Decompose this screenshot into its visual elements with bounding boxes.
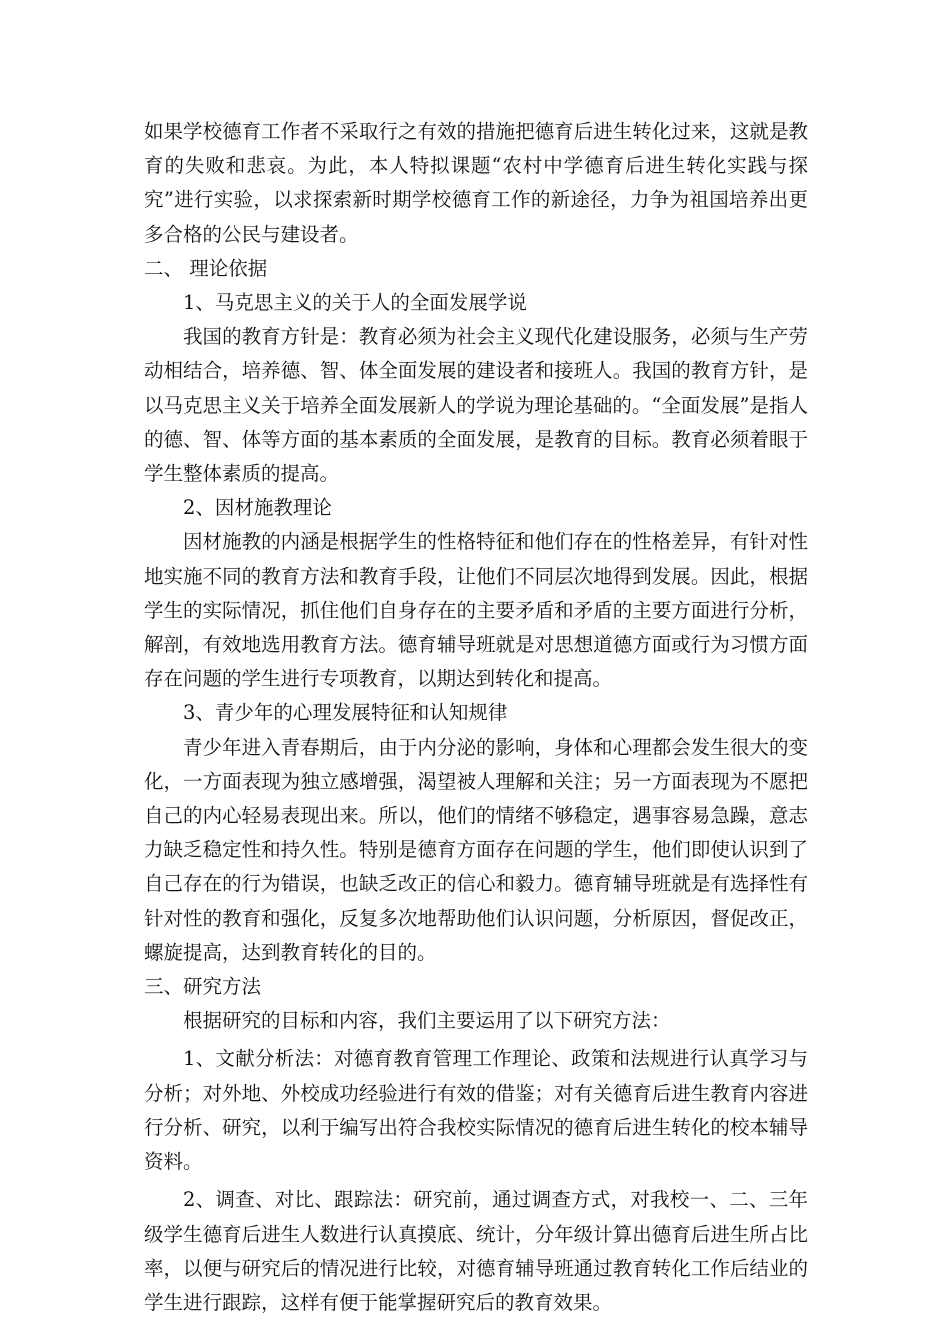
paragraph-adolescent-psychology: 青少年进入青春期后，由于内分泌的影响，身体和心理都会发生很大的变化，一方面表现为独立感增强，渴望被人理解和关注；另一方面表现为不愿把自己的内心轻易表现出来。所以，他们的情绪不够稳定，遇事容易急躁，意志力缺乏稳定性和持久性。特别是德育方面存在问题的学生，他们即使认识到了自己存在的行为错误，也缺乏改正的信心和毅力。德育辅导班就是有选择性有针对性的教育和强化，反复多次地帮助他们认识问题，分析原因，督促改正，螺旋提高，达到教育转化的目的。 [144, 735, 808, 964]
paragraph-survey-comparison: 2、调查、对比、跟踪法：研究前，通过调查方式，对我校一、二、三年级学生德育后进生人数进行认真摸底、统计，分年级计算出德育后进生所占比率，以便与研究后的情况进行比较，对德育辅导班通过教育转化工作后结业的学生进行跟踪，这样有便于能掌握研究后的教育效果。 [144, 1188, 808, 1314]
subheading-adolescent-psychology: 3、青少年的心理发展特征和认知规律 [183, 701, 508, 725]
paragraph-literature-analysis: 1、文献分析法：对德育教育管理工作理论、政策和法规进行认真学习与分析；对外地、外校成功经验进行有效的借鉴；对有关德育后进生教育内容进行分析、研究，以利于编写出符合我校实际情况的德育后进生转化的校本辅导资料。 [144, 1047, 808, 1174]
paragraph-methods-intro: 根据研究的目标和内容，我们主要运用了以下研究方法： [183, 1009, 671, 1033]
paragraph-teaching-theory: 因材施教的内涵是根据学生的性格特征和他们存在的性格差异，有针对性地实施不同的教育方法和教育手段，让他们不同层次地得到发展。因此，根据学生的实际情况，抓住他们自身存在的主要矛盾和矛盾的主要方面进行分析，解剖，有效地选用教育方法。德育辅导班就是对思想道德方面或行为习惯方面存在问题的学生进行专项教育，以期达到转化和提高。 [144, 530, 808, 691]
intro-paragraph: 如果学校德育工作者不采取行之有效的措施把德育后进生转化过来，这就是教育的失败和悲哀。为此，本人特拟课题“农村中学德育后进生转化实践与探究”进行实验，以求探索新时期学校德育工作的新途径，力争为祖国培养出更多合格的公民与建设者。 [144, 120, 808, 246]
subheading-teaching-theory: 2、因材施教理论 [183, 496, 332, 520]
document-body [144, 115, 808, 1320]
section-heading-methods: 三、研究方法 [144, 975, 262, 999]
section-heading-theory: 二、 理论依据 [144, 256, 268, 280]
paragraph-education-policy: 我国的教育方针是：教育必须为社会主义现代化建设服务，必须与生产劳动相结合，培养德、智、体全面发展的建设者和接班人。我国的教育方针，是以马克思主义关于培养全面发展新人的学说为理论基础的。“全面发展”是指人的德、智、体等方面的基本素质的全面发展，是教育的目标。教育必须着眼于学生整体素质的提高。 [144, 325, 808, 486]
subheading-marxism: 1、马克思主义的关于人的全面发展学说 [183, 291, 527, 315]
